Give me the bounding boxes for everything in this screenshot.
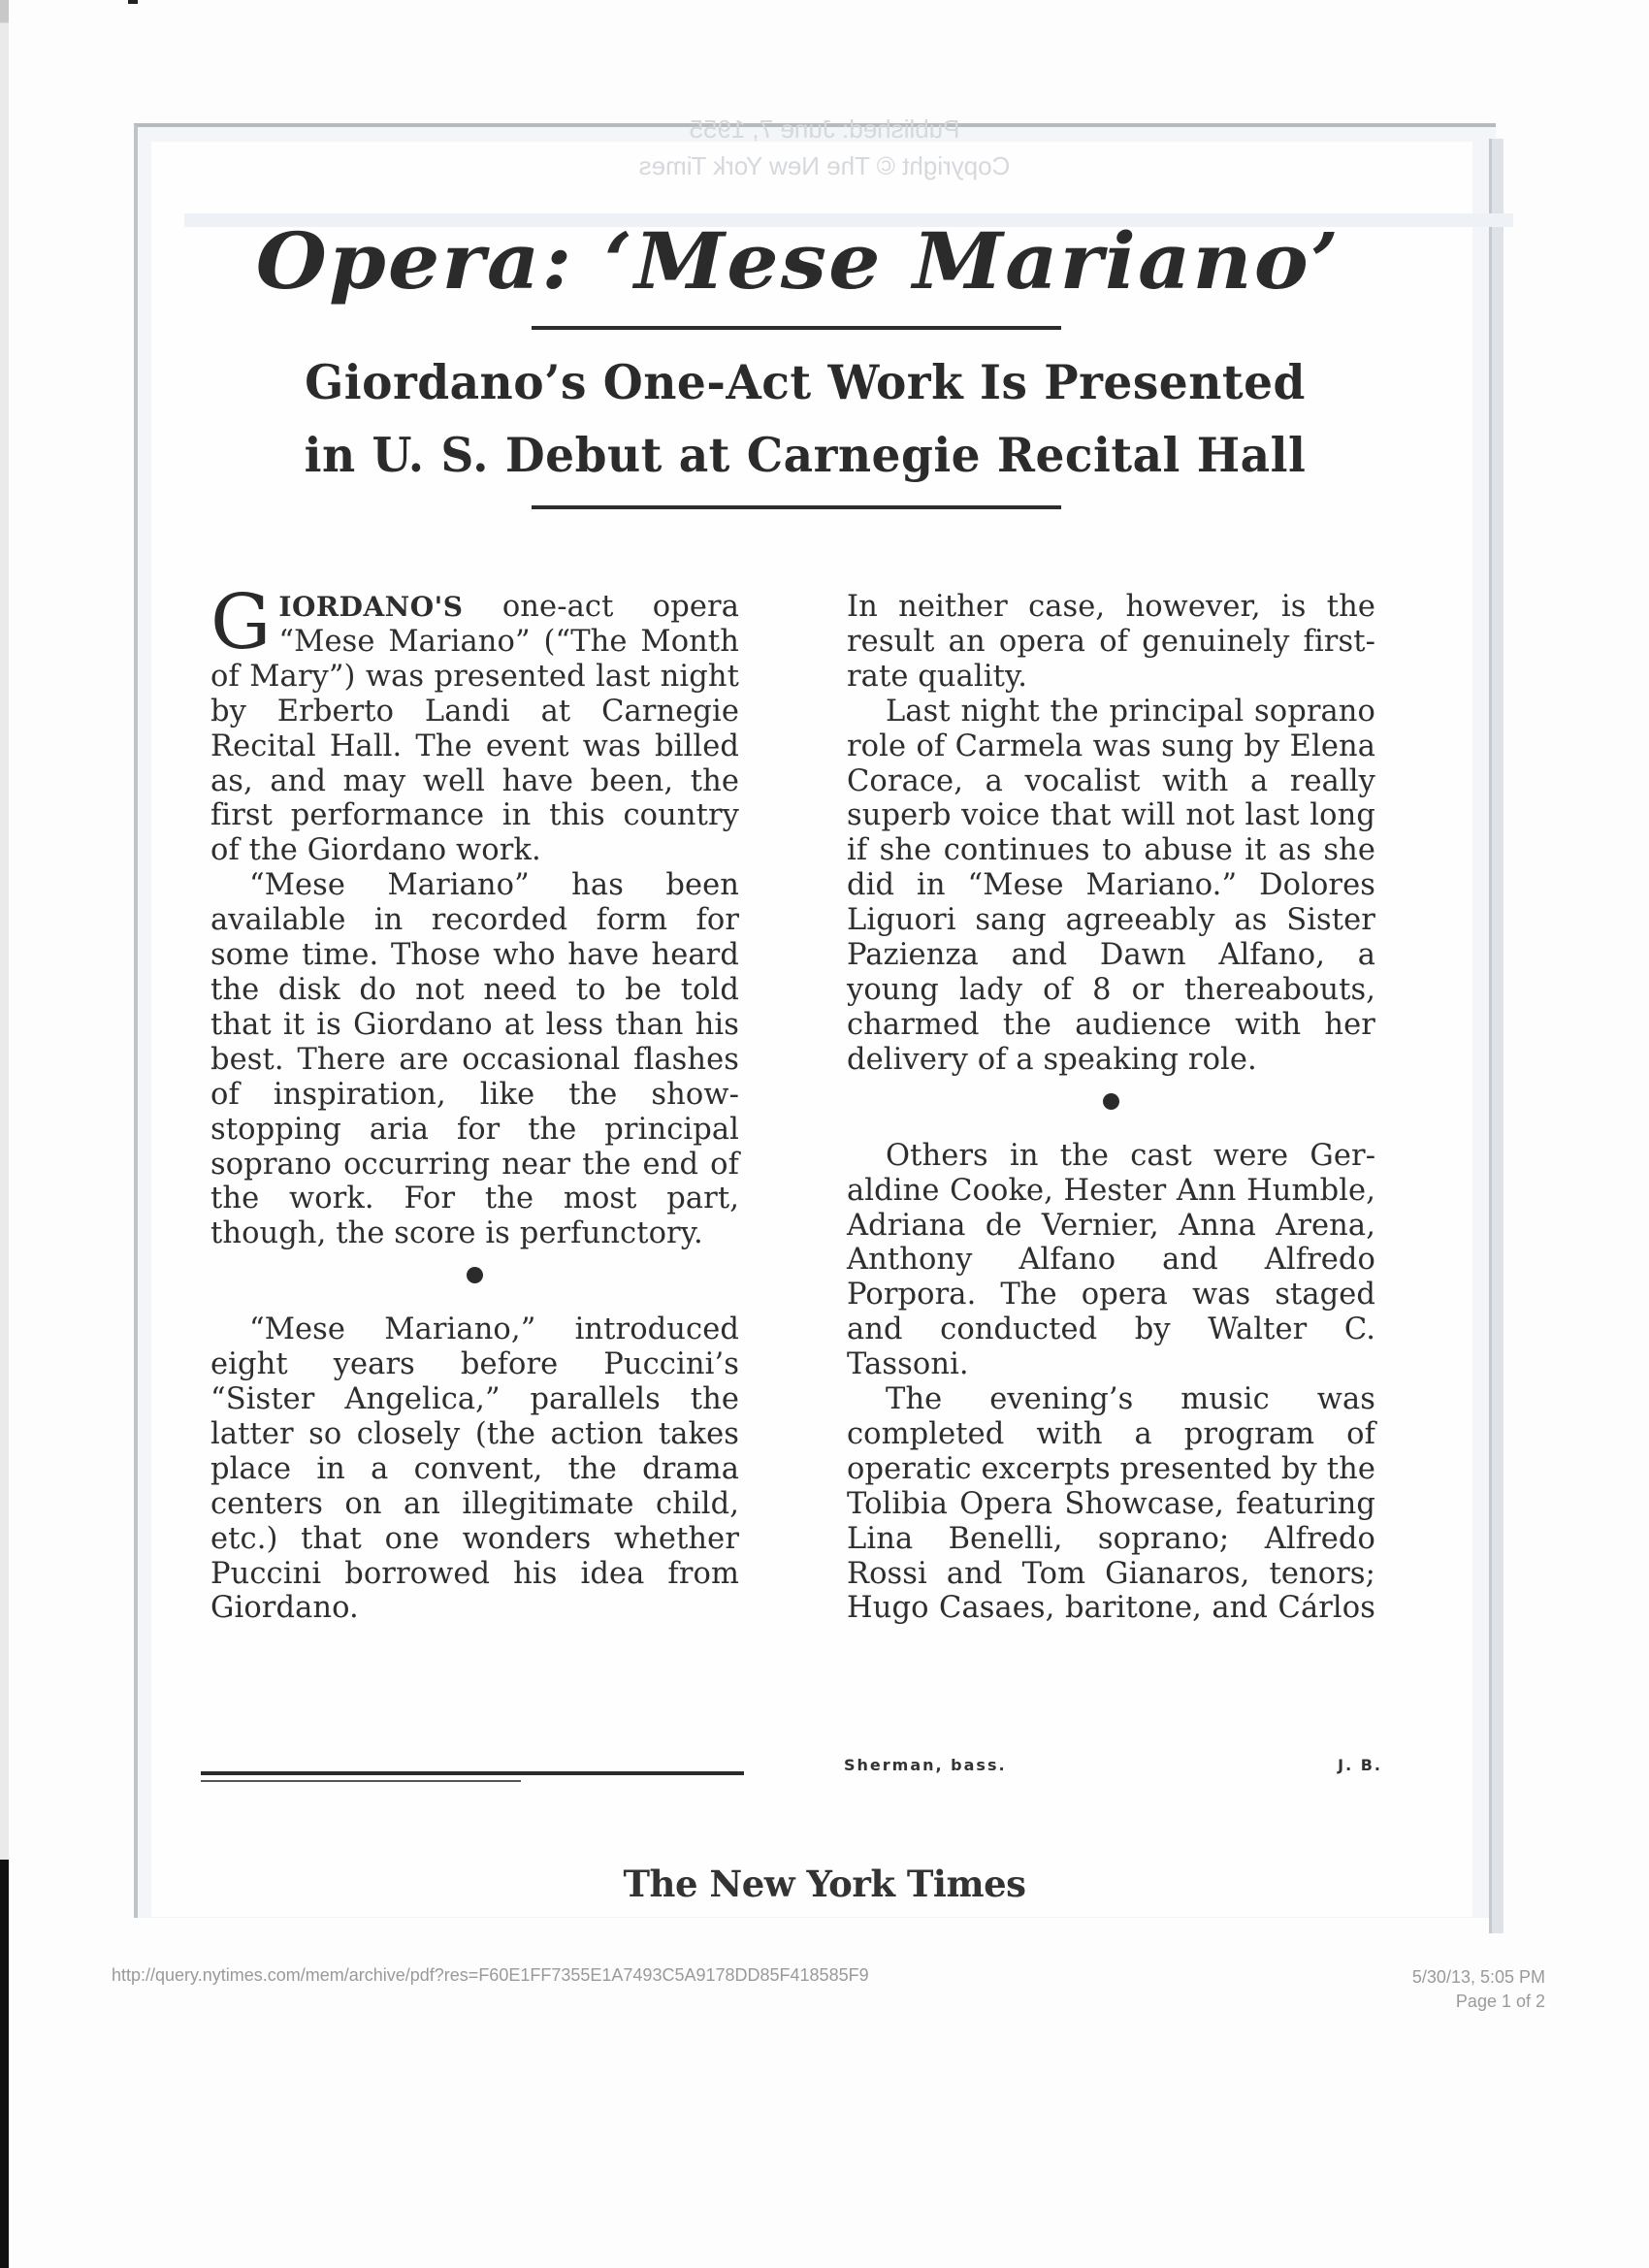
column-end-rule: [201, 1771, 744, 1775]
paragraph: Others in the cast were Geraldine Cooke, Hester Ann Humble, Adriana de Vernier, Anna Arena, Anthony Alfano and Alfredo Porpora. The opera was staged and conducted by Walter C. Tassoni.: [847, 1138, 1375, 1382]
bullet-dot-icon: [1103, 1093, 1119, 1110]
lead-text: one-act opera “Mese Mariano” (“The Month of Mary”) was presented last night by Erberto Landi at Carnegie Recital Hall. The event was billed as, and may well have been, the first performance in this country of the Giordano work.: [210, 590, 739, 868]
deck-line-1: Giordano’s One-Act Work Is Presented: [305, 354, 1306, 410]
paragraph: Last night the principal soprano role of Carmela was sung by Elena Corace, a vocalist with a really superb voice that will not last long if she continues to abuse it as she did in “Mese Mariano.” Dolores Liguori sang agreeably as Sister Pazienza and Dawn Alfano, a young lady of 8 or thereabouts, charmed the audience with her delivery of a speaking role.: [847, 694, 1375, 1077]
article-column-right: [847, 590, 1375, 1626]
column-end-rule-secondary: [201, 1780, 521, 1782]
paragraph: “Mese Mariano,” introduced eight years before Puccini’s “Sister Angelica,” parallels the latter so closely (the action takes place in a convent, the drama centers on an illegitimate child, etc.) that one wonders whether Puccini borrowed his idea from Giordano.: [210, 1312, 739, 1626]
print-metadata: [1412, 1965, 1545, 2014]
paragraph: The evening’s music was completed with a program of operatic excerpts presented by the Tolibia Opera Showcase, featuring Lina Benelli, soprano; Alfredo Rossi and Tom Gianaros, tenors; Hugo Casaes, baritone, and Cárlos: [847, 1382, 1375, 1626]
headline-rule: [532, 326, 1061, 330]
deck-rule: [532, 505, 1061, 509]
archive-url-link[interactable]: http://query.nytimes.com/mem/archive/pdf?res=F60E1FF7355E1A7493C5A9178DD85F418585F9: [112, 1965, 869, 1985]
deck-line-2: in U. S. Debut at Carnegie Recital Hall: [304, 427, 1307, 483]
bleed-through-copyright: Copyright © The New York Times: [638, 151, 1011, 180]
byline-initials: J. B.: [1338, 1756, 1382, 1774]
continuation-text: Sherman, bass.: [844, 1756, 1007, 1774]
scan-mark: [128, 0, 138, 4]
headline: Opera: ‘Mese Mariano’: [255, 215, 1342, 307]
lead-caps: IORDANO'S: [278, 591, 464, 623]
continuation-line: [844, 1756, 1382, 1774]
bleed-through-published: Published: June 7, 1955: [689, 114, 960, 144]
print-datetime: 5/30/13, 5:05 PM: [1411, 1967, 1545, 1987]
bullet-dot-icon: [467, 1267, 483, 1283]
nyt-logo: The New York Times: [623, 1863, 1026, 1905]
paragraph-lead: [210, 579, 739, 868]
scan-edge-strip: [0, 0, 9, 2268]
paragraph: In neither case, however, is the result an opera of genuinely first-rate quality.: [847, 590, 1375, 694]
article-column-left: [210, 579, 739, 1626]
page-count: Page 1 of 2: [1455, 1992, 1545, 2011]
paragraph: “Mese Mariano” has been available in recorded form for some time. Those who have heard the disk do not need to be told that it is Giordano at less than his best. There are occasional flashes of inspiration, like the show-stopping aria for the principal soprano occurring near the end of the work. For the most part, though, the score is perfunctory.: [210, 868, 739, 1251]
drop-cap: G: [210, 579, 272, 666]
